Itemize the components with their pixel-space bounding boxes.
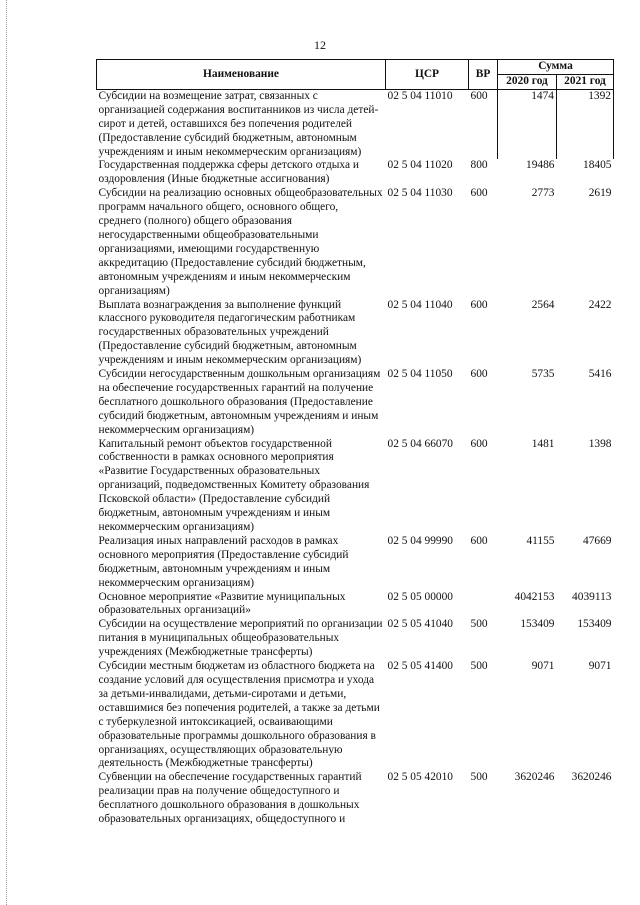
row-name: Субсидии на возмещение затрат, связанных с организацией содержания воспитанников из числа детей-сирот и детей, оставшихся без попечения родителей (Предоставление субсидий бюджетным, автономным учреждениям и иным некоммерческим организациям) [98,89,379,158]
row-csr: 02 5 05 41400 [387,660,453,673]
row-name: Субсидии на осуществление мероприятий по организации питания в муниципальных общеобразовательных учреждениях (Межбюджетные трансферты) [98,618,383,659]
row-name: Государственная поддержка сферы детского отдыха и оздоровления (Иные бюджетные ассигнования) [98,159,359,186]
row-sum-2021: 4039113 [572,590,612,603]
row-vr: 600 [470,298,488,311]
header-year-2020: 2020 год [498,74,557,89]
row-name: Реализация иных направлений расходов в рамках основного мероприятия (Предоставление субсидий бюджетным, автономным учреждениям и иным некоммерческим организациям) [98,534,349,589]
row-sum-2021: 18405 [583,159,612,172]
header-vr: ВР [469,60,498,90]
row-sum-2020: 9071 [531,660,555,673]
row-csr: 02 5 05 42010 [387,771,453,784]
row-name: Выплата вознаграждения за выполнение функций классного руководителя педагогическим работникам государственных образовательных учреждений (Предоставление субсидий бюджетным, автономным учреждениям и иным некоммерческим организациям) [98,298,362,367]
table-row [97,591,614,619]
row-vr: 600 [470,534,488,547]
table-body [97,89,614,827]
row-vr: 500 [470,618,488,631]
budget-table [96,59,614,827]
table-row [97,618,614,660]
table-row [97,89,614,159]
page-edge-line [6,0,7,905]
row-sum-2020: 41155 [526,534,555,547]
table-row [97,368,614,438]
row-vr: 500 [470,660,488,673]
row-vr: 800 [470,159,488,172]
table-row [97,299,614,369]
row-sum-2021: 1398 [588,437,612,450]
row-sum-2021: 1392 [557,89,614,159]
header-year-2021: 2021 год [557,74,614,89]
row-csr: 02 5 04 11050 [387,368,453,381]
row-sum-2020: 5735 [531,368,555,381]
header-sum: Сумма [498,60,614,75]
table-row [97,159,614,187]
row-sum-2021: 47669 [583,534,612,547]
table-row [97,187,614,298]
row-vr: 600 [470,368,488,381]
row-sum-2020: 1481 [531,437,555,450]
table-row [97,535,614,591]
row-vr: 600 [470,187,488,200]
row-sum-2020: 2773 [531,187,555,200]
row-csr: 02 5 05 00000 [387,590,453,603]
row-sum-2020: 1474 [498,89,557,159]
row-name: Субсидии негосударственным дошкольным организациям на обеспечение государственных гарантий на получение бесплатного дошкольного образования (Предоставление субсидий бюджетным, автономным учреждениям и иным некоммерческим организациям) [98,368,381,436]
row-sum-2020: 4042153 [514,590,555,603]
row-sum-2021: 5416 [588,368,612,381]
row-sum-2020: 2564 [531,298,555,311]
row-sum-2021: 9071 [588,660,612,673]
row-sum-2021: 2422 [588,298,612,311]
row-csr: 02 5 04 11040 [387,298,453,311]
row-csr: 02 5 04 11010 [387,89,453,102]
row-csr: 02 5 04 11030 [387,187,453,200]
row-vr [469,591,498,619]
row-csr: 02 5 04 11020 [387,159,453,172]
table-row [97,771,614,827]
table-row [97,660,614,771]
row-vr: 600 [470,89,488,102]
row-sum-2021: 2619 [588,187,612,200]
header-csr: ЦСР [386,60,469,90]
row-csr: 02 5 04 66070 [387,437,453,450]
row-csr: 02 5 04 99990 [387,534,453,547]
row-csr: 02 5 05 41040 [387,618,453,631]
row-sum-2020: 19486 [526,159,555,172]
row-name: Капитальный ремонт объектов государственной собственности в рамках основного мероприятия «Развитие Государственных образовательных организаций, подведомственных Комитету образования Псковской области» (Предоставление субсидий бюджетным, автономным учреждениям и иным некоммерческим организациям) [98,437,370,533]
row-sum-2020: 153409 [520,618,555,631]
row-sum-2020: 3620246 [514,771,555,784]
page-number: 12 [314,38,326,52]
row-vr: 500 [470,771,488,784]
row-name: Субвенции на обеспечение государственных гарантий реализации прав на получение общедоступного и бесплатного дошкольного образования в дошкольных образовательных организациях, общедоступного и [98,771,362,826]
table-row [97,438,614,535]
row-name: Субсидии местным бюджетам из областного бюджета на создание условий для осуществления присмотра и ухода за детьми-инвалидами, детьми-сиротами и детьми, оставшимися без попечения родителей, а также за детьми с туберкулезной интоксикацией, осваивающими образовательные программы дошкольного образования в организациях, осуществляющих образовательную деятельность (Межбюджетные трансферты) [98,660,380,770]
table-header [97,60,614,90]
row-name: Основное мероприятие «Развитие муниципальных образовательных организаций» [98,590,346,617]
header-name: Наименование [97,60,386,90]
row-vr: 600 [470,437,488,450]
row-name: Субсидии на реализацию основных общеобразовательных программ начального общего, основного общего, среднего (полного) общего образования негосударственными общеобразовательными организациями, имеющими государственную аккредитацию (Предоставление субсидий бюджетным, автономным учреждениям и иным некоммерческим организациям) [98,187,383,297]
row-sum-2021: 153409 [577,618,612,631]
row-sum-2021: 3620246 [571,771,612,784]
